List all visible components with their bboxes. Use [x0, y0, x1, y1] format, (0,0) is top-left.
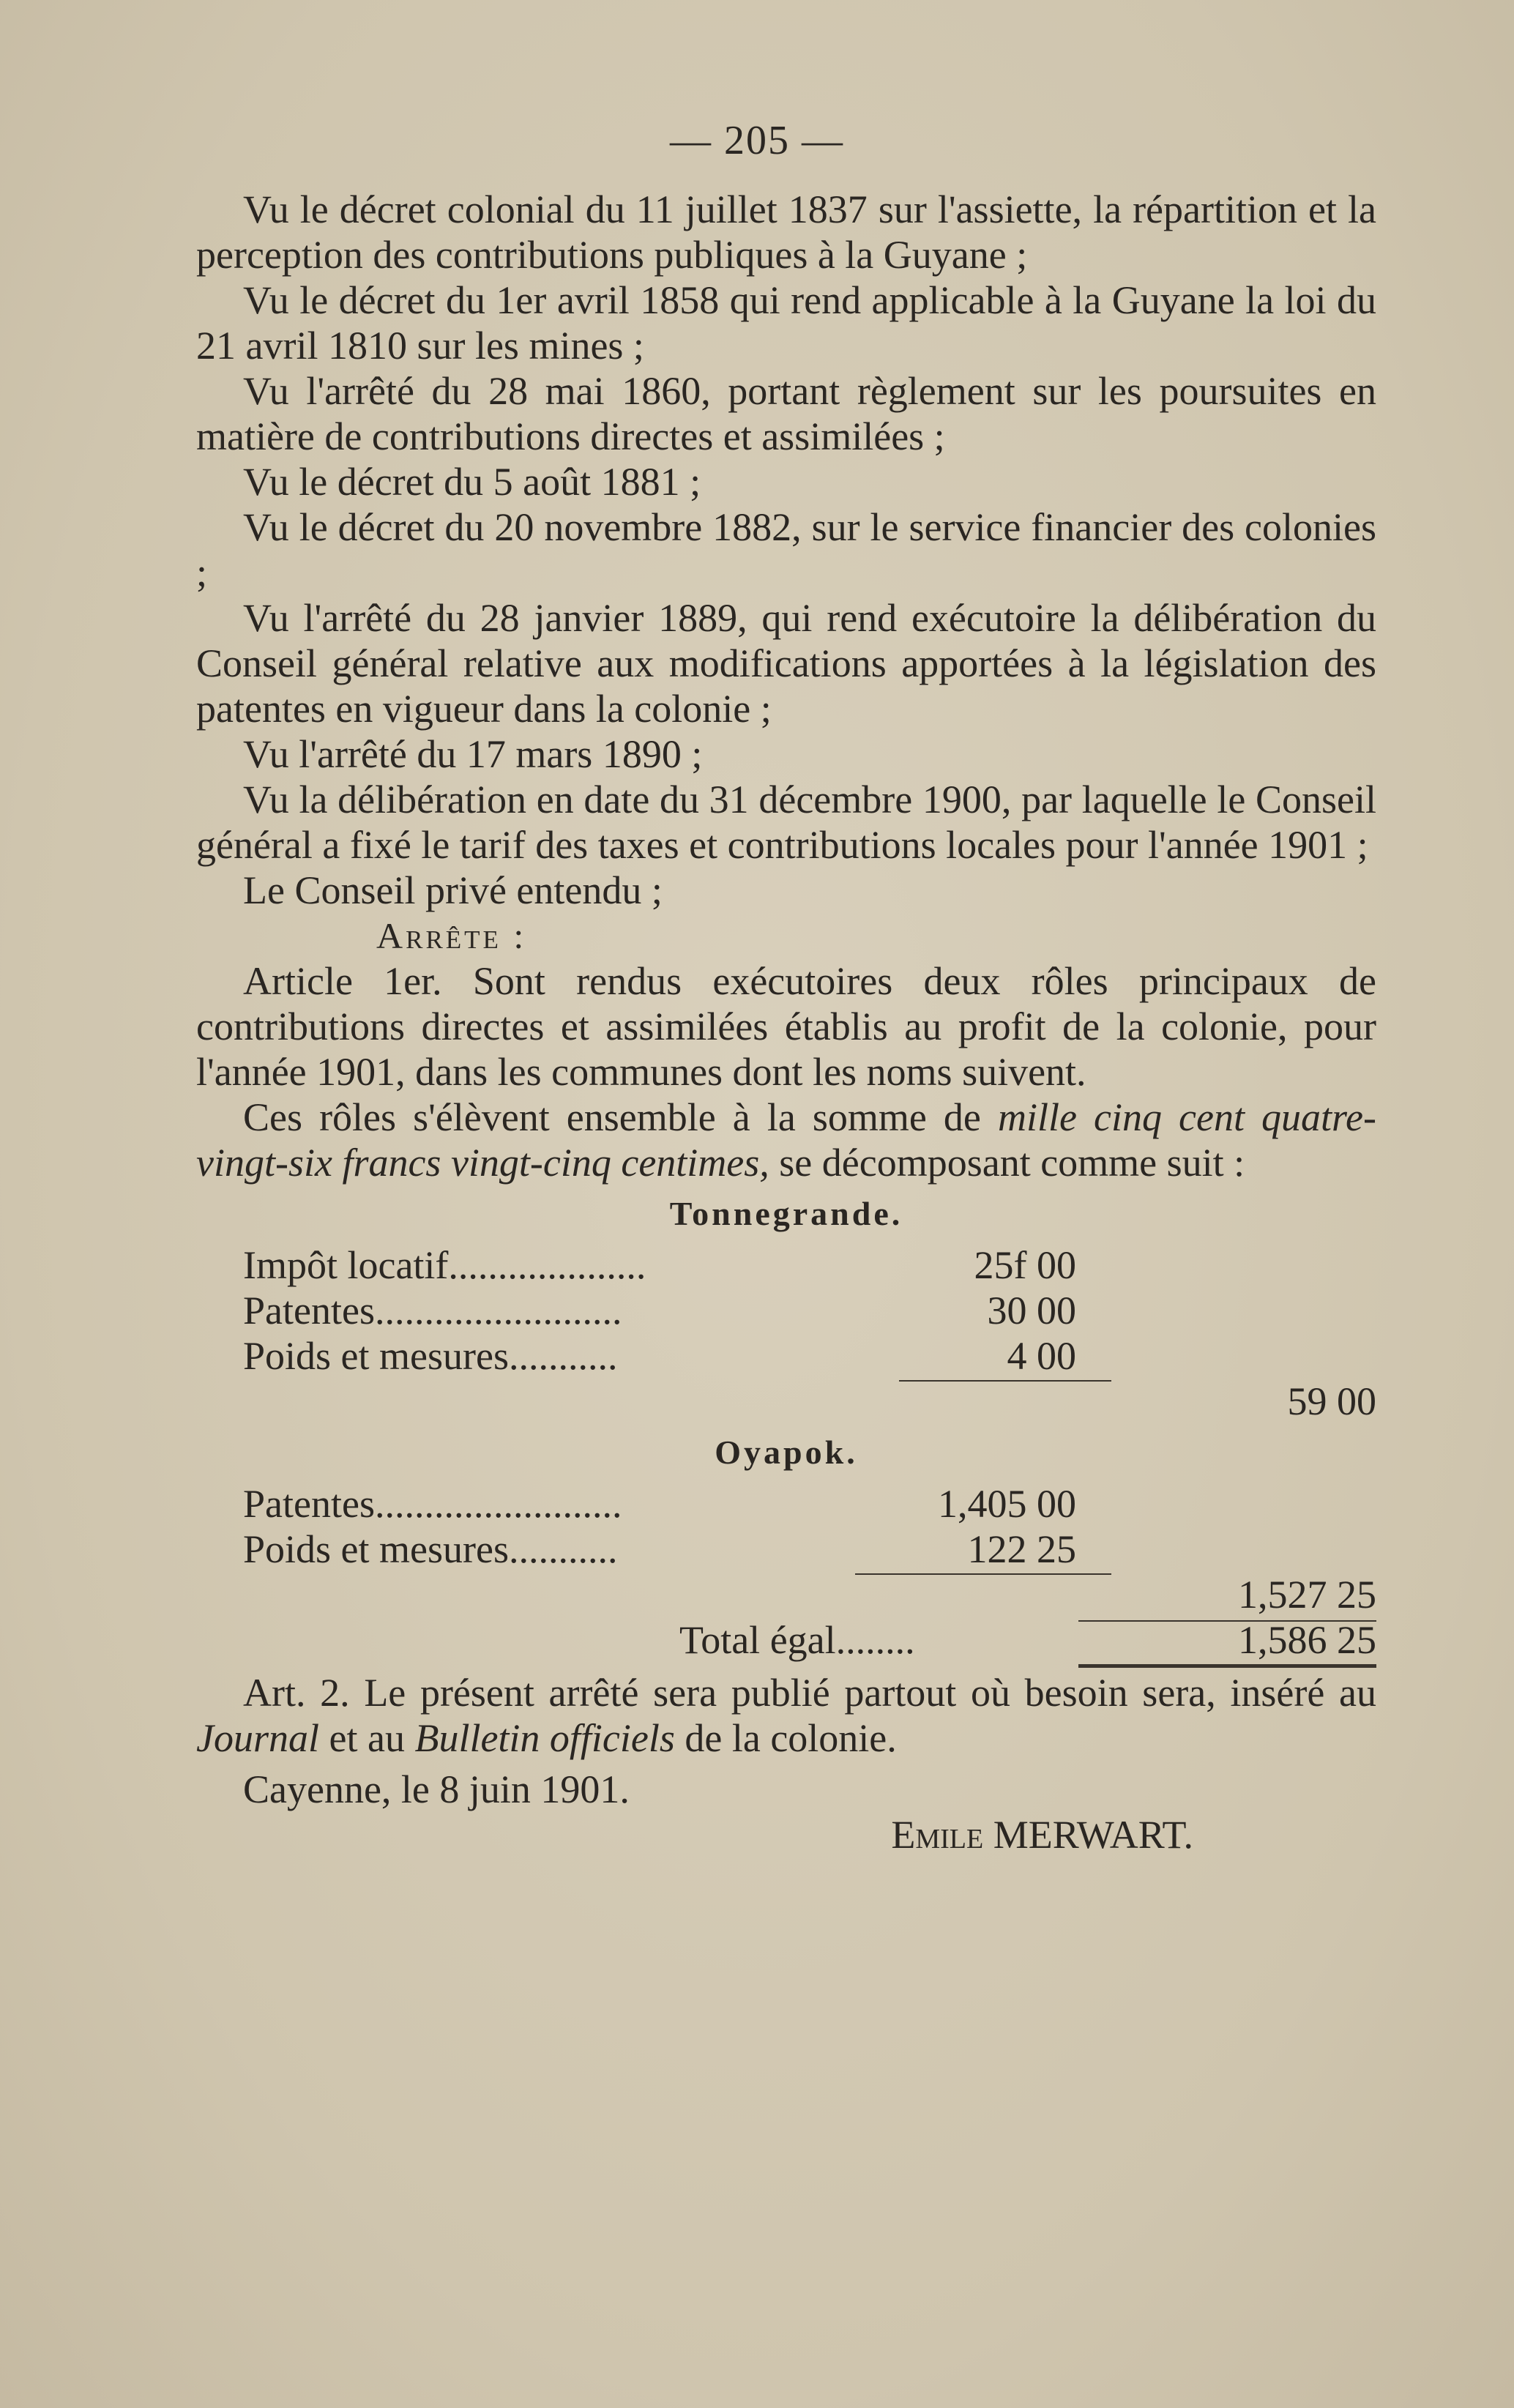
article-2-before: Art. 2. Le présent arrêté sera publié partout où besoin sera, inséré au	[243, 1671, 1376, 1715]
item-amount: 4 00	[1007, 1334, 1076, 1378]
document-body	[196, 187, 1376, 1857]
subtotal-rule	[855, 1573, 1111, 1575]
paragraph-decree-1882: Vu le décret du 20 novembre 1882, sur le service financier des colonies ;	[196, 505, 1376, 594]
table-row	[196, 1333, 1376, 1379]
total-row	[196, 1617, 1376, 1663]
signature-last-name: MERWART.	[993, 1813, 1193, 1857]
article-2-after: de la colonie.	[685, 1716, 897, 1760]
paragraph-arrete-1860: Vu l'arrêté du 28 mai 1860, portant règlement sur les poursuites en matière de contributions directes et assimilées ;	[196, 369, 1376, 458]
item-label: Impôt locatif....................	[243, 1243, 646, 1287]
subtotal-row	[196, 1572, 1376, 1617]
article-2	[196, 1670, 1376, 1761]
total-rule-bottom	[1078, 1664, 1376, 1668]
article-1-text: Sont rendus exécutoires deux rôles principaux de contributions directes et assimilées établis au profit de la colonie, pour l'année 1901, dans les communes dont les noms suivent.	[196, 959, 1377, 1094]
item-label: Patentes.........................	[243, 1289, 622, 1332]
table-row	[196, 1288, 1376, 1333]
paragraph-decree-1881: Vu le décret du 5 août 1881 ;	[243, 460, 701, 504]
sum-intro	[196, 1095, 1376, 1185]
sum-intro-after: se décomposant comme suit :	[779, 1141, 1245, 1185]
article-2-journal: Journal	[196, 1716, 319, 1760]
total-amount: 1,586 25	[1238, 1618, 1376, 1662]
item-amount: 30 00	[987, 1289, 1076, 1332]
paragraph-decree-1837: Vu le décret colonial du 11 juillet 1837 sur l'assiette, la répartition et la perception des contributions publiques à la Guyane ;	[196, 187, 1376, 277]
table-row	[196, 1242, 1376, 1288]
article-2-bulletin: Bulletin officiels	[414, 1716, 675, 1760]
paragraph-deliberation-1900: Vu la délibération en date du 31 décembre 1900, par laquelle le Conseil général a fixé le tarif des taxes et contributions locales pour l'année 1901 ;	[196, 778, 1376, 867]
article-1-label: Article 1er.	[243, 959, 442, 1003]
item-label: Poids et mesures...........	[243, 1527, 618, 1571]
signature	[196, 1812, 1376, 1857]
item-label: Patentes.........................	[243, 1482, 622, 1526]
paragraph-conseil-prive: Le Conseil privé entendu ;	[243, 868, 663, 912]
item-amount: 25f 00	[974, 1243, 1076, 1287]
sum-intro-before: Ces rôles s'élèvent ensemble à la somme de	[243, 1095, 981, 1139]
subtotal-amount: 59 00	[1287, 1379, 1376, 1423]
subtotal-amount: 1,527 25	[1238, 1573, 1376, 1617]
paragraph-decree-1858: Vu le décret du 1er avril 1858 qui rend applicable à la Guyane la loi du 21 avril 1810 sur les mines ;	[196, 278, 1376, 368]
total-label: Total égal........	[679, 1618, 915, 1662]
arrete-heading: Arrête :	[376, 915, 527, 956]
subtotal-row	[196, 1379, 1376, 1424]
subtotal-rule	[899, 1380, 1111, 1382]
item-label: Poids et mesures...........	[243, 1334, 618, 1378]
signature-first-name: Emile	[891, 1813, 984, 1857]
item-amount: 122 25	[967, 1527, 1076, 1571]
article-2-middle: et au	[329, 1716, 405, 1760]
commune-name-tonnegrande: Tonnegrande.	[669, 1195, 903, 1232]
table-row	[196, 1527, 1376, 1572]
page-number: — 205 —	[670, 118, 844, 163]
place-date: Cayenne, le 8 juin 1901.	[243, 1767, 630, 1811]
sum-intro-amount-words: mille cinq cent quatre-vingt-six francs vingt-cinq centimes,	[196, 1095, 1376, 1185]
commune-name-oyapok: Oyapok.	[715, 1434, 858, 1471]
paragraph-arrete-1889: Vu l'arrêté du 28 janvier 1889, qui rend exécutoire la délibération du Conseil général relative aux modifications apportées à la législation des patentes en vigueur dans la colonie ;	[196, 596, 1376, 731]
paragraph-arrete-1890: Vu l'arrêté du 17 mars 1890 ;	[243, 732, 703, 776]
item-amount: 1,405 00	[938, 1482, 1076, 1526]
table-row	[196, 1481, 1376, 1527]
article-1	[196, 958, 1376, 1095]
